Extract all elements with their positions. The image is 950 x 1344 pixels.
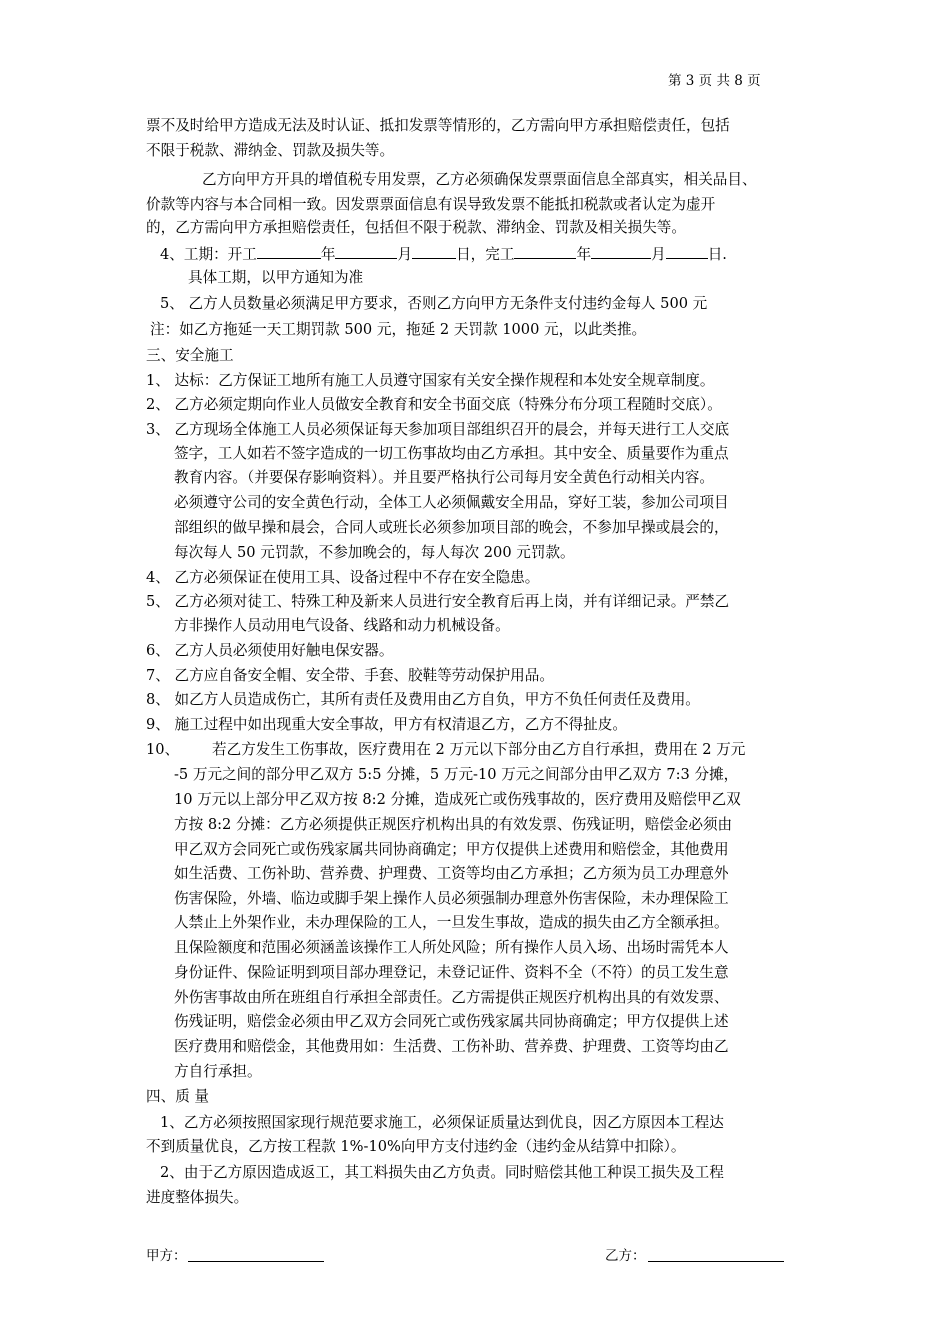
body-line: 注：如乙方拖延一天工期罚款 500 元，拖延 2 天罚款 1000 元，以此类推。: [150, 321, 647, 338]
body-line: 甲乙双方会同死亡或伤残家属共同协商确定；甲方仅提供上述费用和赔偿金，其他费用: [174, 841, 729, 858]
body-line: 7、 乙方应自备安全帽、安全带、手套、胶鞋等劳动保护用品。: [146, 667, 554, 684]
schedule-line: 4、工期：开工 年 月 日，完工 年 月 日.: [160, 241, 727, 267]
start-day-blank[interactable]: [412, 241, 456, 259]
end-month-blank[interactable]: [591, 241, 651, 259]
body-line: 8、 如乙方人员造成伤亡，其所有责任及费用由乙方自负，甲方不负任何责任及费用。: [146, 691, 700, 708]
body-line: 每次每人 50 元罚款，不参加晚会的，每人每次 200 元罚款。: [174, 544, 575, 561]
body-line: 2、 乙方必须定期向作业人员做安全教育和安全书面交底（特殊分布分项工程随时交底）。: [146, 396, 722, 413]
body-line: -5 万元之间的部分甲乙双方 5:5 分摊，5 万元-10 万元之间部分由甲乙双方 7:3 分摊，: [174, 766, 739, 783]
body-line: 9、 施工过程中如出现重大安全事故，甲方有权清退乙方，乙方不得扯皮。: [146, 716, 627, 733]
body-line: 10 万元以上部分甲乙双方按 8:2 分摊，造成死亡或伤残事故的，医疗费用及赔偿甲乙双: [174, 791, 741, 808]
body-line: 不限于税款、滞纳金、罚款及损失等。: [146, 142, 395, 159]
section-heading: 三、安全施工: [146, 347, 234, 364]
body-line: 不到质量优良，乙方按工程款 1%-10%向甲方支付违约金（违约金从结算中扣除）。: [146, 1138, 686, 1155]
body-line: 2、由于乙方原因造成返工，其工料损失由乙方负责。同时赔偿其他工种误工损失及工程: [160, 1164, 724, 1181]
body-line: 4、 乙方必须保证在使用工具、设备过程中不存在安全隐患。: [146, 569, 540, 586]
body-line: 的，乙方需向甲方承担赔偿责任，包括但不限于税款、滞纳金、罚款及相关损失等。: [146, 219, 686, 236]
body-line: 5、 乙方人员数量必须满足甲方要求，否则乙方向甲方无条件支付违约金每人 500 元: [160, 295, 708, 312]
body-line: 5、 乙方必须对徒工、特殊工种及新来人员进行安全教育后再上岗，并有详细记录。严禁乙: [146, 593, 730, 610]
body-line: 如生活费、工伤补助、营养费、护理费、工资等均由乙方承担；乙方须为员工办理意外: [174, 865, 729, 882]
body-line: 具体工期，以甲方通知为准: [188, 269, 364, 286]
body-line: 1、乙方必须按照国家现行规范要求施工，必须保证质量达到优良，因乙方原因本工程达: [160, 1114, 724, 1131]
body-line: 身份证件、保险证明到项目部办理登记，未登记证件、资料不全（不符）的员工发生意: [174, 964, 729, 981]
start-month-blank[interactable]: [335, 241, 397, 259]
body-line: 价款等内容与本合同相一致。因发票票面信息有误导致发票不能抵扣税款或者认定为虚开: [146, 196, 716, 213]
body-line: 必须遵守公司的安全黄色行动，全体工人必须佩戴安全用品，穿好工装，参加公司项目: [174, 494, 729, 511]
list-number: 10、: [146, 741, 180, 758]
body-line: 人禁止上外架作业，未办理保险的工人，一旦发生事故，造成的损失由乙方全额承担。: [174, 914, 729, 931]
body-line: 部组织的做早操和晨会，合同人或班长必须参加项目部的晚会，不参加早操或晨会的，: [174, 519, 729, 536]
party-b-label: 乙方：: [605, 1248, 646, 1263]
section-heading: 四、质 量: [146, 1088, 210, 1105]
end-year-blank[interactable]: [514, 241, 576, 259]
body-line: 进度整体损失。: [146, 1189, 249, 1206]
body-line: 票不及时给甲方造成无法及时认证、抵扣发票等情形的，乙方需向甲方承担赔偿责任，包括: [146, 117, 730, 134]
body-line: 若乙方发生工伤事故，医疗费用在 2 万元以下部分由乙方自行承担，费用在 2 万元: [212, 741, 746, 758]
body-line: 方按 8:2 分摊：乙方必须提供正规医疗机构出具的有效发票、伤残证明，赔偿金必须由: [174, 816, 733, 833]
body-line: 3、 乙方现场全体施工人员必须保证每天参加项目部组织召开的晨会，并每天进行工人交底: [146, 421, 730, 438]
body-line: 伤残证明，赔偿金必须由甲乙双方会同死亡或伤残家属共同协商确定；甲方仅提供上述: [174, 1013, 729, 1030]
body-line: 外伤害事故由所在班组自行承担全部责任。乙方需提供正规医疗机构出具的有效发票、: [174, 989, 729, 1006]
start-year-blank[interactable]: [257, 241, 321, 259]
body-line: 方自行承担。: [174, 1063, 262, 1080]
body-line: 教育内容。（并要保存影响资料）。并且要严格执行公司每月安全黄色行动相关内容。: [174, 469, 714, 486]
party-b-signature-line[interactable]: [648, 1261, 784, 1262]
body-line: 方非操作人员动用电气设备、线路和动力机械设备。: [174, 617, 510, 634]
party-a-label: 甲方：: [146, 1248, 187, 1263]
body-line: 签字，工人如若不签字造成的一切工伤事故均由乙方承担。其中安全、质量要作为重点: [174, 445, 729, 462]
body-line: 1、 达标：乙方保证工地所有施工人员遵守国家有关安全操作规程和本处安全规章制度。: [146, 372, 715, 389]
party-a-signature-line[interactable]: [188, 1261, 324, 1262]
body-line: 伤害保险，外墙、临边或脚手架上操作人员必须强制办理意外伤害保险，未办理保险工: [174, 890, 729, 907]
page-number: 第 3 页 共 8 页: [668, 73, 761, 89]
body-line: 且保险额度和范围必须涵盖该操作工人所处风险；所有操作人员入场、出场时需凭本人: [174, 939, 729, 956]
body-line: 医疗费用和赔偿金，其他费用如：生活费、工伤补助、营养费、护理费、工资等均由乙: [174, 1038, 729, 1055]
body-line: 6、 乙方人员必须使用好触电保安器。: [146, 642, 394, 659]
body-line: 乙方向甲方开具的增值税专用发票，乙方必须确保发票票面信息全部真实，相关品目、: [202, 171, 757, 188]
end-day-blank[interactable]: [666, 241, 708, 259]
